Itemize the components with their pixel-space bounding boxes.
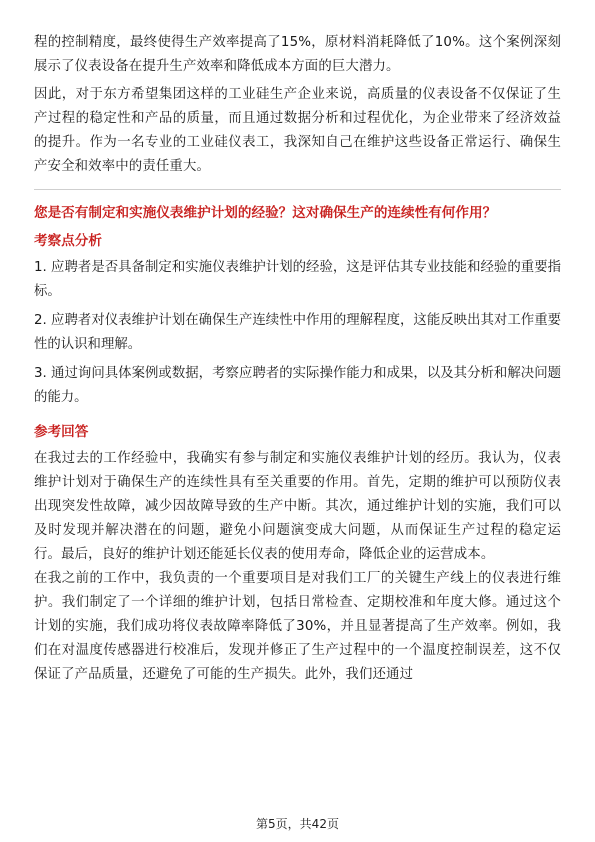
interview-question: 您是否有制定和实施仪表维护计划的经验？这对确保生产的连续性有何作用？ xyxy=(34,205,497,221)
answer-paragraph-2: 在我之前的工作中，我负责的一个重要项目是对我们工厂的关键生产线上的仪表进行维护。我们制定了一个详细的维护计划，包括日常检查、定期校准和年度大修。通过这个计划的实施，我们成功将仪表故障率降低了30%，并且显著提高了生产效率。例如，我们在对温度传感器进行校准后，发现并修正了生产过程中的一个温度控制误差，这不仅保证了产品质量，还避免了可能的生产损失。此外，我们还通过 xyxy=(34,571,561,682)
intro-paragraph-2: 因此，对于东方希望集团这样的工业硅生产企业来说，高质量的仪表设备不仅保证了生产过程的稳定性和产品的质量，而且通过数据分析和过程优化，为企业带来了经济效益的提升。作为一名专业的工业硅仪表工，我深知自己在维护这些设备正常运行、确保生产安全和效率中的责任重大。 xyxy=(34,87,561,174)
document-page xyxy=(34,31,561,687)
analysis-item-3: 3. 通过询问具体案例或数据，考察应聘者的实际操作能力和成果，以及其分析和解决问题的能力。 xyxy=(34,366,561,405)
analysis-item-1: 1. 应聘者是否具备制定和实施仪表维护计划的经验，这是评估其专业技能和经验的重要指标。 xyxy=(34,260,561,299)
section-divider xyxy=(34,189,561,190)
answer-paragraph-1: 在我过去的工作经验中，我确实有参与制定和实施仪表维护计划的经历。我认为，仪表维护计划对于确保生产的连续性具有至关重要的作用。首先，定期的维护可以预防仪表出现突发性故障，减少因故障导致的生产中断。其次，通过维护计划的实施，我们可以及时发现并解决潜在的问题，避免小问题演变成大问题，从而保证生产过程的稳定运行。最后，良好的维护计划还能延长仪表的使用寿命，降低企业的运营成本。 xyxy=(34,451,561,562)
analysis-heading: 考察点分析 xyxy=(34,233,102,249)
analysis-item-2: 2. 应聘者对仪表维护计划在确保生产连续性中作用的理解程度，这能反映出其对工作重要性的认识和理解。 xyxy=(34,313,561,352)
answer-heading: 参考回答 xyxy=(34,424,89,440)
intro-paragraph-1: 程的控制精度，最终使得生产效率提高了15%，原材料消耗降低了10%。这个案例深刻展示了仪表设备在提升生产效率和降低成本方面的巨大潜力。 xyxy=(34,35,561,74)
page-number: 第5页，共42页 xyxy=(256,817,339,831)
